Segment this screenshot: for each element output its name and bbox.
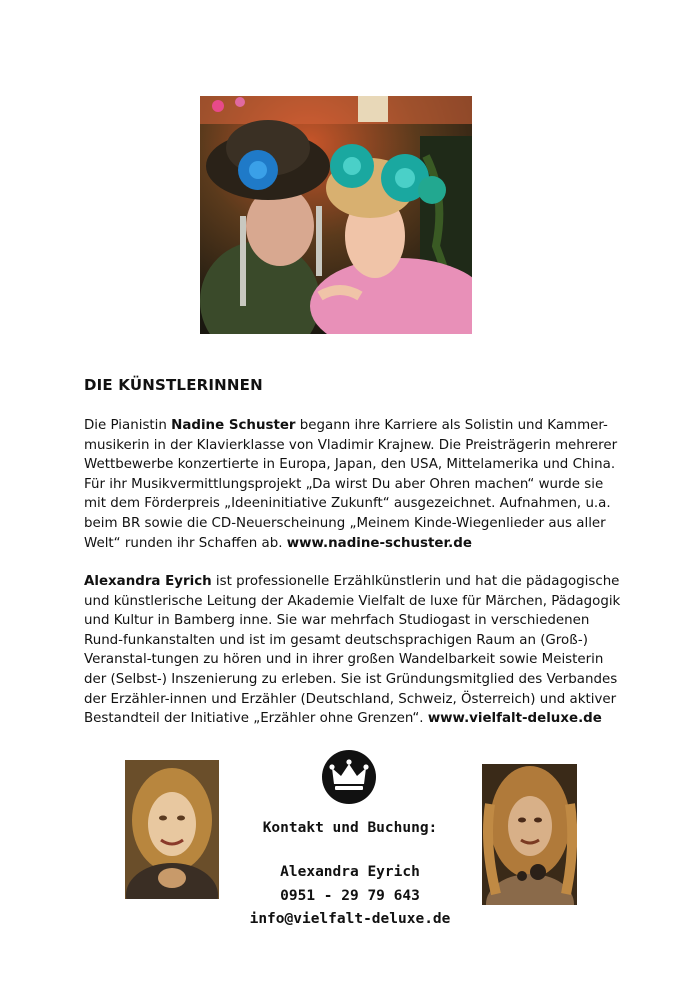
contact-email[interactable]: info@vielfalt-deluxe.de	[249, 911, 451, 927]
bio-nadine-schuster	[84, 416, 624, 553]
crown-icon	[322, 750, 376, 804]
contact-phone[interactable]: 0951 - 29 79 643	[280, 888, 420, 904]
portrait-left-illustration	[125, 760, 219, 899]
contact-title: Kontakt und Buchung:	[262, 820, 438, 836]
contact-name: Alexandra Eyrich	[280, 864, 420, 880]
bio1-intro: Die Pianistin	[84, 418, 172, 433]
section-heading: DIE KÜNSTLERINNEN	[84, 376, 263, 394]
bio-alexandra-eyrich	[84, 572, 624, 729]
bio2-name: Alexandra Eyrich	[84, 574, 212, 589]
hero-photo	[200, 96, 472, 334]
portrait-alexandra-eyrich	[125, 760, 219, 899]
portrait-right-illustration	[482, 764, 577, 905]
portrait-nadine-schuster	[482, 764, 577, 905]
vielfalt-deluxe-link[interactable]: www.vielfalt-deluxe.de	[427, 711, 602, 727]
bio2-text: ist professionelle Erzählkünstlerin und hat die pädagogische und künstlerische Leitung der Akademie Vielfalt de luxe für Märchen, Pädagogik und Kultur in Bamberg inne. Sie war mehrfach Studiogast in verschiedenen Rund-funkanstalten und ist im gesamt deutschsprachigen Raum an (Groß-) Veranstal-tungen zu hören und in ihrer großen Wandelbarkeit sowie Meisterin der (Selbst-) Inszenierung zu erleben. Sie ist Gründungsmitglied des Verbandes der Erzähler-innen und Erzähler (Deutschland, Schweiz, Österreich) und aktiver Bestandteil der Initiative „Erzähler ohne Grenzen“.	[84, 574, 621, 727]
nadine-schuster-link[interactable]: www.nadine-schuster.de	[286, 535, 472, 551]
hero-photo-illustration	[200, 96, 472, 334]
bio1-name: Nadine Schuster	[171, 418, 296, 433]
bio1-text: begann ihre Karriere als Solistin und Kammer-musikerin in der Klavierklasse von Vladimir Krajnew. Die Preisträgerin mehrerer Wettbewerbe konzertierte in Europa, Japan, den USA, Mittelamerika und China. Für ihr Musikvermittlungsprojekt „Da wirst Du aber Ohren machen“ wurde sie mit dem Förderpreis „Ideeninitiative Zukunft“ ausgezeichnet. Aufnahmen, u.a. beim BR sowie die CD-Neuerscheinung „Meinem Kinde-Wiegenlieder aus aller Welt“ runden ihr Schaffen ab.	[84, 418, 618, 551]
